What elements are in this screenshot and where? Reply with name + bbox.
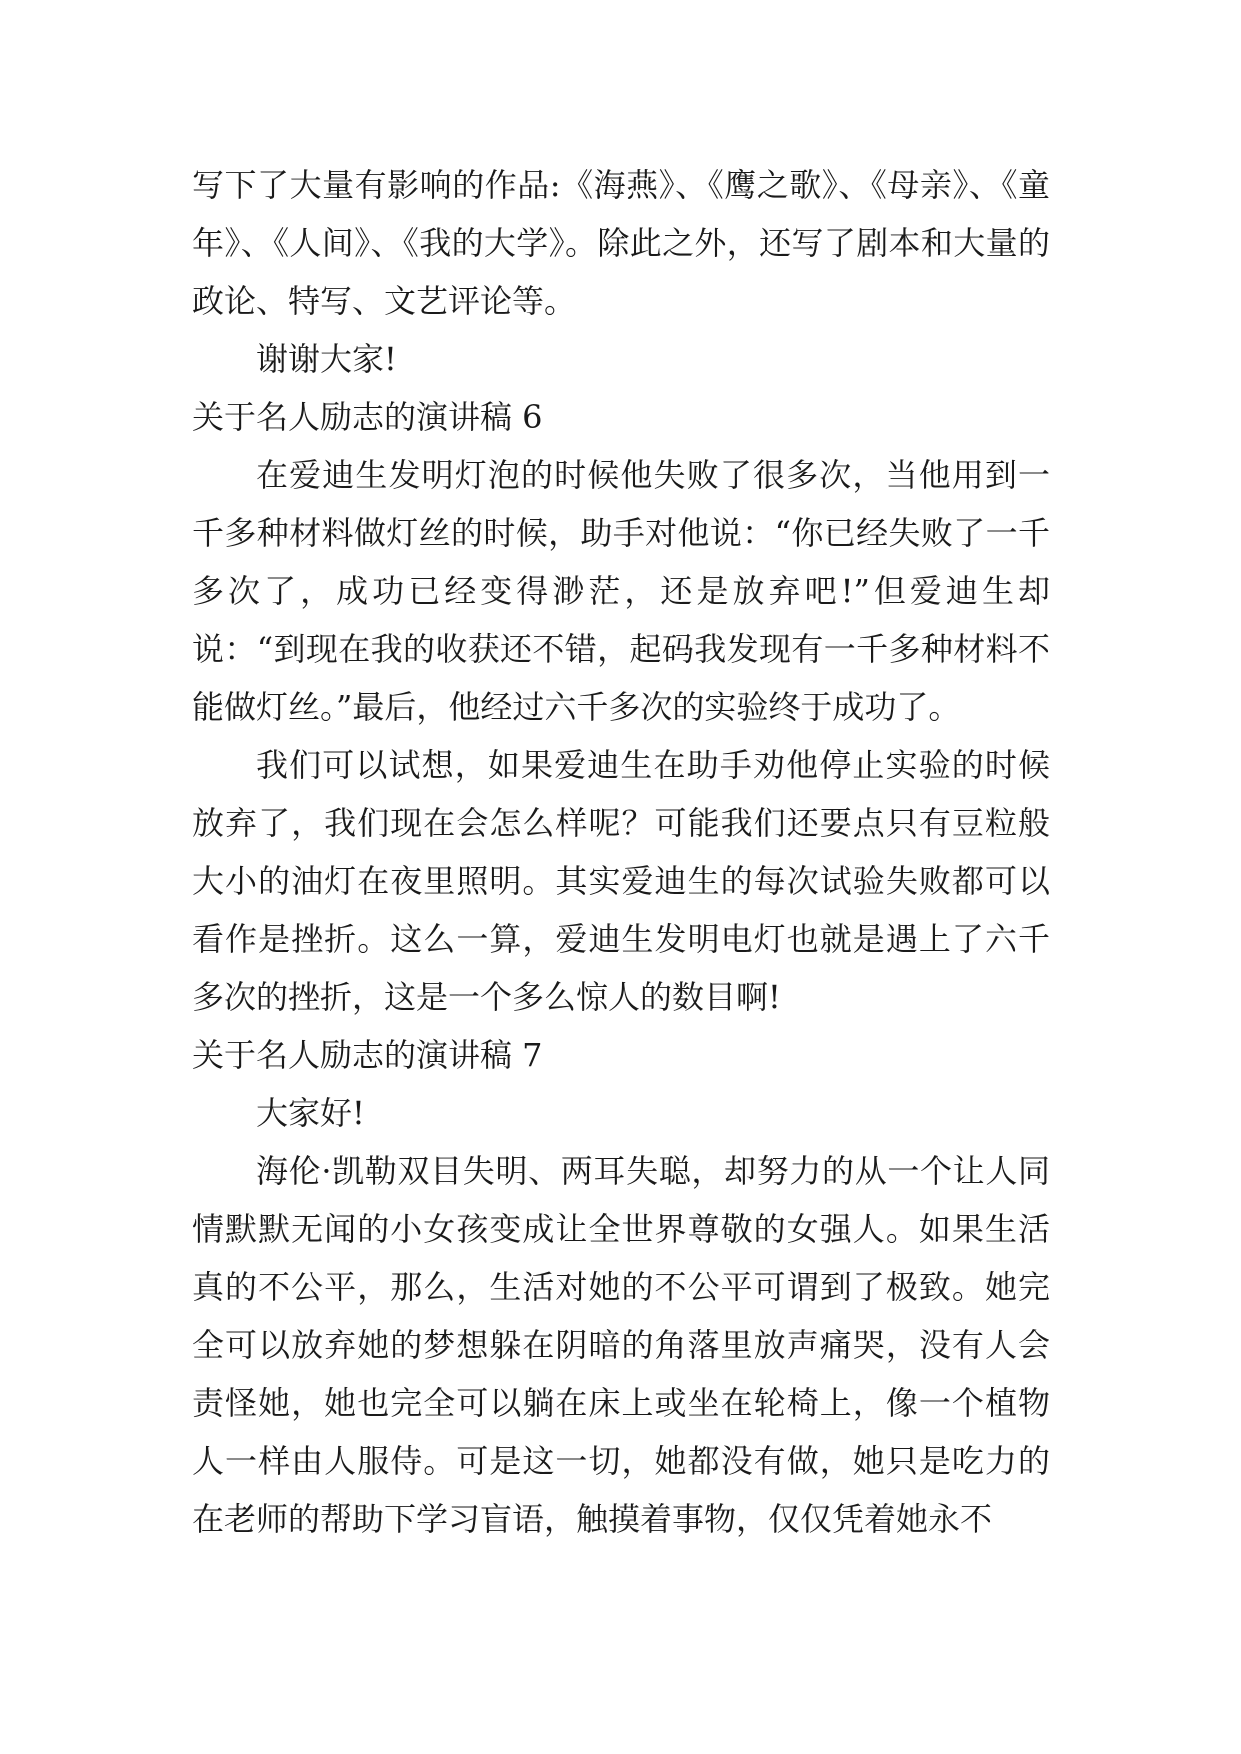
- paragraph-helen-keller: 海伦·凯勒双目失明、两耳失聪，却努力的从一个让人同情默默无闻的小女孩变成让全世界尊敬的女强人。如果生活真的不公平，那么，生活对她的不公平可谓到了极致。她完全可以放弃她的梦想躲在阴暗的角落里放声痛哭，没有人会责怪她，她也完全可以躺在床上或坐在轮椅上，像一个植物人一样由人服侍。可是这一切，她都没有做，她只是吃力的在老师的帮助下学习盲语，触摸着事物，仅仅凭着她永不: [192, 1152, 1050, 1538]
- paragraph-greeting: 大家好!: [256, 1094, 365, 1132]
- document-page: [192, 156, 1050, 1548]
- paragraph-thanks: 谢谢大家!: [256, 340, 397, 378]
- paragraph-works-list: 写下了大量有影响的作品:《海燕》、《鹰之歌》、《母亲》、《童年》、《人间》、《我的大学》。除此之外，还写了剧本和大量的政论、特写、文艺评论等。: [192, 166, 1050, 320]
- paragraph-edison-story: 在爱迪生发明灯泡的时候他失败了很多次，当他用到一千多种材料做灯丝的时候，助手对他说：“你已经失败了一千多次了，成功已经变得渺茫，还是放弃吧!”但爱迪生却说：“到现在我的收获还不错，起码我发现有一千多种材料不能做灯丝。”最后，他经过六千多次的实验终于成功了。: [192, 456, 1050, 726]
- section-heading-7: 关于名人励志的演讲稿 7: [192, 1036, 543, 1074]
- paragraph-edison-reflection: 我们可以试想，如果爱迪生在助手劝他停止实验的时候放弃了，我们现在会怎么样呢？可能我们还要点只有豆粒般大小的油灯在夜里照明。其实爱迪生的每次试验失败都可以看作是挫折。这么一算，爱迪生发明电灯也就是遇上了六千多次的挫折，这是一个多么惊人的数目啊!: [192, 746, 1050, 1016]
- section-heading-6: 关于名人励志的演讲稿 6: [192, 398, 543, 436]
